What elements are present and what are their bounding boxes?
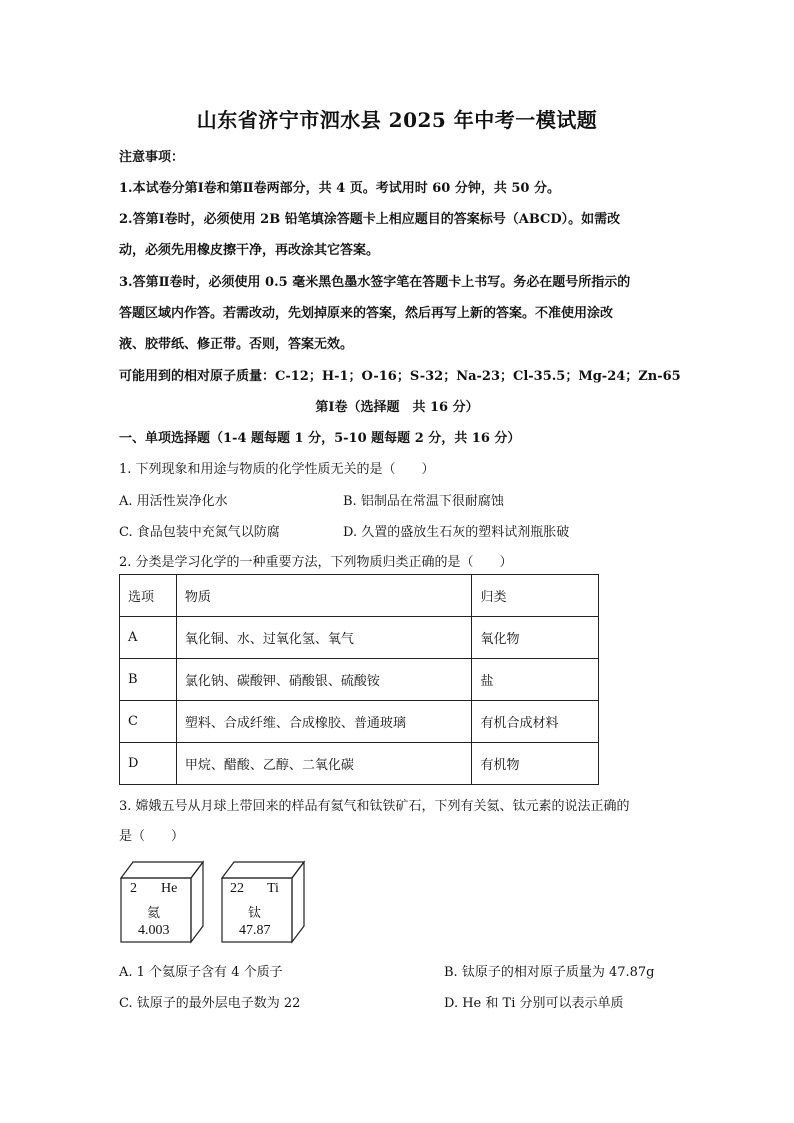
q1-stem: 1. 下列现象和用途与物质的化学性质无关的是（ ） [119,462,435,477]
table-cell: 氧化铜、水、过氧化氢、氧气 [176,617,472,659]
titanium-name: 钛 [248,906,262,921]
table-cell: 有机物 [472,743,599,785]
part1-heading: 第Ⅰ卷（选择题 共 16 分） [315,400,479,415]
table-cell: C [120,701,177,743]
notice-item-3-line-3: 液、胶带纸、修正带。否则，答案无效。 [119,337,354,352]
helium-symbol: He [161,881,178,896]
table-cell: 甲烷、醋酸、乙醇、二氧化碳 [176,743,472,785]
notice-item-2-line-1: 2.答第Ⅰ卷时，必须使用 2B 铅笔填涂答题卡上相应题目的答案标号（ABCD）。如需改 [119,212,621,227]
table-row [120,659,599,701]
notice-item-1: 1.本试卷分第Ⅰ卷和第Ⅱ卷两部分，共 4 页。考试用时 60 分钟，共 50 分。 [119,181,560,196]
page-title: 山东省济宁市泗水县 2025 年中考一模试题 [196,108,598,132]
table-header-cell: 选项 [120,575,177,617]
q3-stem-line-2: 是（ ） [119,829,185,844]
titanium-symbol: Ti [267,881,279,896]
table-cell: 盐 [472,659,599,701]
q3-option-a: A. 1 个氦原子含有 4 个质子 [119,965,283,980]
q1-option-a: A. 用活性炭净化水 [119,494,228,509]
table-cell: 塑料、合成纤维、合成橡胶、普通玻璃 [176,701,472,743]
table-row [120,743,599,785]
q1-option-b: B. 铝制品在常温下很耐腐蚀 [343,494,504,509]
q2-stem: 2. 分类是学习化学的一种重要方法，下列物质归类正确的是（ ） [119,555,513,570]
table-header-row [120,575,599,617]
q1-option-c: C. 食品包装中充氮气以防腐 [119,525,280,540]
helium-name: 氦 [147,906,161,921]
q3-option-b: B. 钛原子的相对原子质量为 47.87g [444,965,655,980]
titanium-element-cell [220,860,306,944]
q3-option-d: D. He 和 Ti 分别可以表示单质 [444,996,624,1011]
table-header-cell: 归类 [472,575,599,617]
helium-atomic-number: 2 [130,881,137,896]
table-cell: A [120,617,177,659]
notice-item-3-line-1: 3.答第Ⅱ卷时，必须使用 0.5 毫米黑色墨水签字笔在答题卡上书写。务必在题号所指示的 [119,275,631,290]
section1-heading: 一、单项选择题（1-4 题每题 1 分，5-10 题每题 2 分，共 16 分） [119,431,521,446]
notice-item-2-line-2: 动，必须先用橡皮擦干净，再改涂其它答案。 [119,243,380,258]
helium-element-cell [119,860,205,944]
table-row [120,701,599,743]
q1-option-d: D. 久置的盛放生石灰的塑料试剂瓶胀破 [343,525,570,540]
table-cell: B [120,659,177,701]
table-header-cell: 物质 [176,575,472,617]
q3-stem-line-1: 3. 嫦娥五号从月球上带回来的样品有氦气和钛铁矿石，下列有关氦、钛元素的说法正确的 [119,799,630,814]
titanium-atomic-mass: 47.87 [239,923,271,938]
table-cell: 有机合成材料 [472,701,599,743]
table-cell: 氯化钠、碳酸钾、硝酸银、硫酸铵 [176,659,472,701]
atomic-masses: 可能用到的相对原子质量：C-12；H-1；O-16；S-32；Na-23；Cl-35.5；Mg-24；Zn-65 [119,369,681,384]
q3-option-c: C. 钛原子的最外层电子数为 22 [119,996,301,1011]
notice-item-3-line-2: 答题区域内作答。若需改动，先划掉原来的答案，然后再写上新的答案。不准使用涂改 [119,306,614,321]
notice-heading: 注意事项： [119,150,185,165]
table-cell: 氧化物 [472,617,599,659]
table-row [120,617,599,659]
titanium-atomic-number: 22 [230,881,244,896]
table-cell: D [120,743,177,785]
helium-atomic-mass: 4.003 [138,923,170,938]
q2-table [119,574,599,785]
